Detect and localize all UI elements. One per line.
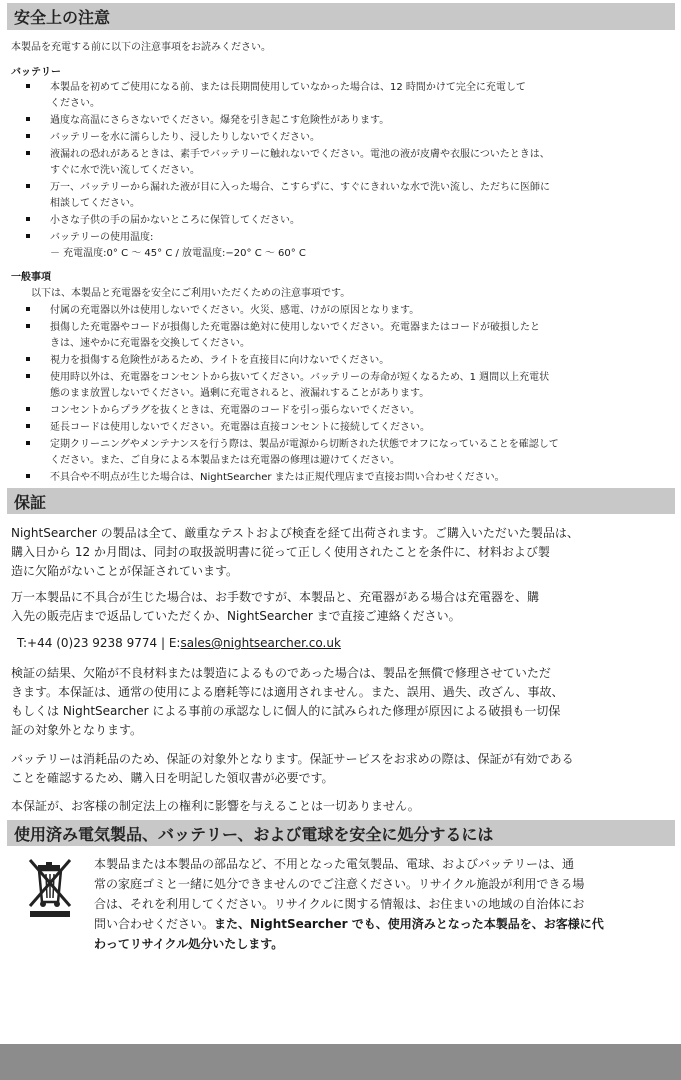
bullet xyxy=(26,307,30,311)
general-item-2-line-1: 損傷した充電器やコードが損傷した充電器は絶対に使用しないでください。充電器またはコードが破損したと xyxy=(50,322,540,333)
bullet xyxy=(26,324,30,328)
battery-item-3: バッテリーを水に濡らしたり、浸したりしないでください。 xyxy=(50,132,320,143)
general-item-4-line-2: 態のまま放置しないでください。過剰に充電されると、液漏れすることがあります。 xyxy=(50,388,430,399)
battery-item-7-line-2: － 充電温度:0° C ～ 45° C / 放電温度:−20° C ～ 60° C xyxy=(50,248,306,259)
disposal-title: 使用済み電気製品、バッテリー、および電球を安全に処分するには xyxy=(14,824,494,844)
general-item-7-line-2: ください。また、ご自身による本製品または充電器の修理は避けてください。 xyxy=(50,455,400,466)
disposal-line-5: わってリサイクル処分いたします。 xyxy=(94,937,284,951)
disposal-line-1: 本製品または本製品の部品など、不用となった電気製品、電球、およびバッテリーは、通 xyxy=(94,857,575,871)
footer-bar xyxy=(0,1044,681,1080)
bullet xyxy=(26,134,30,138)
general-item-2-line-2: きは、速やかに充電器を交換してください。 xyxy=(50,338,250,349)
battery-item-6: 小さな子供の手の届かないところに保管してください。 xyxy=(50,215,300,226)
bullet xyxy=(26,424,30,428)
contact-email-link[interactable]: sales@nightsearcher.co.uk xyxy=(180,636,341,650)
crossed-out-wheelie-bin-icon xyxy=(26,856,74,918)
battery-item-1-line-1: 本製品を初めてご使用になる前、または長期間使用していなかった場合は、12 時間かけて完全に充電して xyxy=(50,82,526,93)
bullet xyxy=(26,374,30,378)
safety-intro: 本製品を充電する前に以下の注意事項をお読みください。 xyxy=(11,42,271,53)
battery-item-5-line-1: 万一、バッテリーから漏れた液が目に入った場合、こすらずに、すぐにきれいな水で洗い流し、ただちに医師に xyxy=(50,182,550,193)
battery-item-5-line-2: 相談してください。 xyxy=(50,198,140,209)
warranty-title: 保証 xyxy=(14,492,47,512)
disposal-line-4-bold: また、NightSearcher でも、使用済みとなった本製品を、お客様に代 xyxy=(214,917,604,931)
battery-item-2: 過度な高温にさらさないでください。爆発を引き起こす危険性があります。 xyxy=(50,115,390,126)
battery-item-7-line-1: バッテリーの使用温度: xyxy=(50,232,154,243)
bullet xyxy=(26,474,30,478)
disposal-line-4 xyxy=(94,915,604,932)
disposal-line-4-normal: 問い合わせください。 xyxy=(94,917,215,931)
bullet xyxy=(26,117,30,121)
bullet xyxy=(26,217,30,221)
warranty-p5: 本保証が、お客様の制定法上の権利に影響を与えることは一切ありません。 xyxy=(11,799,420,813)
warranty-p3-line-1: 検証の結果、欠陥が不良材料または製造によるものであった場合は、製品を無償で修理させていただ xyxy=(11,666,551,680)
warranty-p1-line-1: NightSearcher の製品は全て、厳重なテストおよび検査を経て出荷されます。ご購入いただいた製品は、 xyxy=(11,526,579,540)
general-item-7-line-1: 定期クリーニングやメンテナンスを行う際は、製品が電源から切断された状態でオフになっていることを確認して xyxy=(50,439,559,450)
warranty-p3-line-3: もしくは NightSearcher による事前の承認なしに個人的に試みられた修理が原因による破損も一切保 xyxy=(11,704,561,718)
disposal-line-2: 常の家庭ゴミと一緒に処分できませんのでご注意ください。リサイクル施設が利用できる場 xyxy=(94,877,585,891)
general-item-3: 視力を損傷する危険性があるため、ライトを直接目に向けないでください。 xyxy=(50,355,390,366)
general-item-5: コンセントからプラグを抜くときは、充電器のコードを引っ張らないでください。 xyxy=(50,405,420,416)
safety-section-header xyxy=(7,3,675,30)
general-intro: 以下は、本製品と充電器を安全にご利用いただくための注意事項です。 xyxy=(31,288,351,299)
contact-email-prefix: E: xyxy=(168,636,181,650)
bullet xyxy=(26,357,30,361)
warranty-p3-line-2: きます。本保証は、通常の使用による磨耗等には適用されません。また、誤用、過失、改ざん、事故、 xyxy=(11,685,564,699)
bullet xyxy=(26,84,30,88)
general-item-6: 延長コードは使用しないでください。充電器は直接コンセントに接続してください。 xyxy=(50,422,430,433)
battery-item-4-line-1: 液漏れの恐れがあるときは、素手でバッテリーに触れないでください。電池の液が皮膚や衣服についたときは、 xyxy=(50,149,550,160)
disposal-section-header xyxy=(7,820,675,846)
warranty-p4-line-2: ことを確認するため、購入日を明記した領収書が必要です。 xyxy=(11,771,334,785)
bullet xyxy=(26,151,30,155)
general-heading: 一般事項 xyxy=(11,272,51,283)
warranty-p1-line-2: 購入日から 12 か月間は、同封の取扱説明書に従って正しく使用されたことを条件に、材料および製 xyxy=(11,545,550,559)
safety-title: 安全上の注意 xyxy=(14,8,111,27)
battery-heading: バッテリー xyxy=(11,67,61,78)
bullet xyxy=(26,407,30,411)
warranty-p4-line-1: バッテリーは消耗品のため、保証の対象外となります。保証サービスをお求めの際は、保証が有効である xyxy=(11,752,574,766)
warranty-p2-line-2: 入先の販売店まで返品していただくか、NightSearcher まで直接ご連絡ください。 xyxy=(11,609,461,623)
warranty-p3-line-4: 証の対象外となります。 xyxy=(11,723,143,737)
warranty-p1-line-3: 造に欠陥がないことが保証されています。 xyxy=(11,564,239,578)
battery-item-1-line-2: ください。 xyxy=(50,98,100,109)
general-item-1: 付属の充電器以外は使用しないでください。火災、感電、けがの原因となります。 xyxy=(50,305,420,316)
contact-phone: T:+44 (0)23 9238 9774 | xyxy=(17,636,169,650)
warranty-p2-line-1: 万一本製品に不具合が生じた場合は、お手数ですが、本製品と、充電器がある場合は充電器を、購 xyxy=(11,590,540,604)
disposal-line-3: 合は、それを利用してください。リサイクルに関する情報は、お住まいの地域の自治体にお xyxy=(94,897,585,911)
bullet xyxy=(26,184,30,188)
general-item-8: 不具合や不明点が生じた場合は、NightSearcher または正規代理店まで直接お問い合わせください。 xyxy=(50,472,505,483)
warranty-section-header xyxy=(7,488,675,514)
battery-item-4-line-2: すぐに水で洗い流してください。 xyxy=(50,165,200,176)
bullet xyxy=(26,234,30,238)
general-item-4-line-1: 使用時以外は、充電器をコンセントから抜いてください。バッテリーの寿命が短くなるため、1 週間以上充電状 xyxy=(50,372,550,383)
bullet xyxy=(26,441,30,445)
contact-line xyxy=(17,636,341,650)
